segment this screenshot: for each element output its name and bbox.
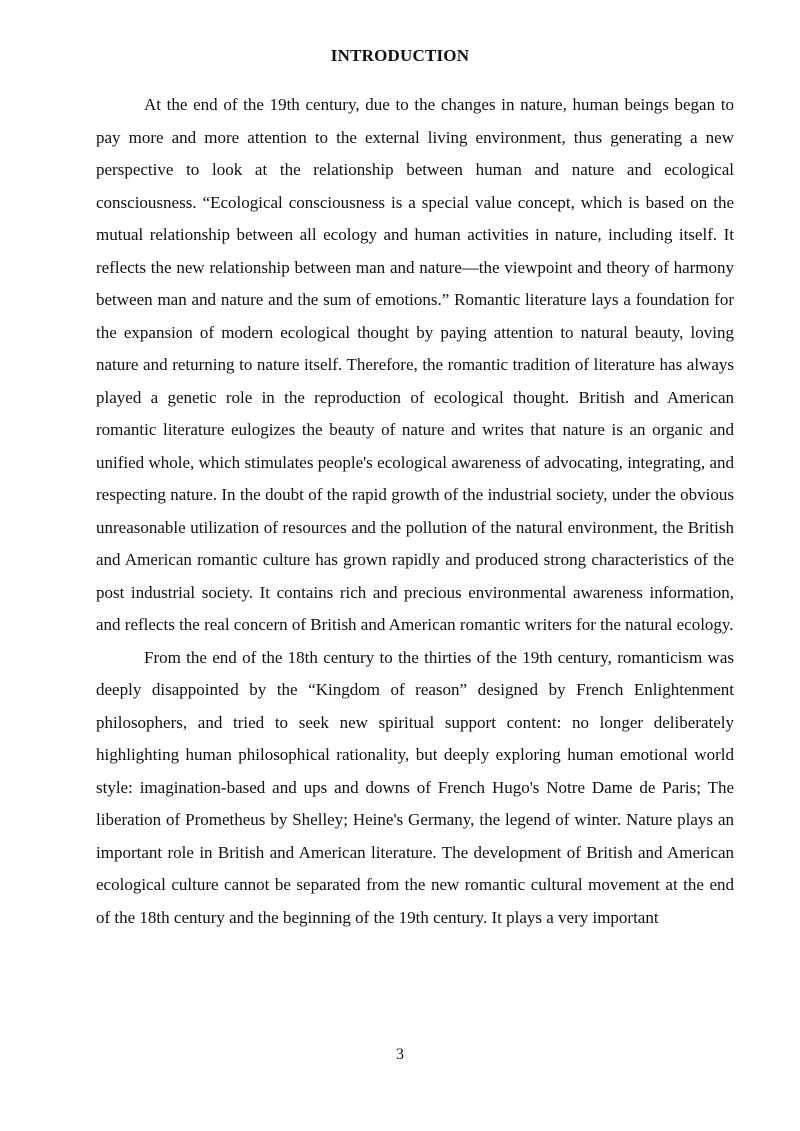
page-number: 3 [396, 1046, 404, 1063]
paragraph-1: At the end of the 19th century, due to the changes in nature, human beings began to pay more and more attention to the external living environment, thus generating a new perspective to look at the relationship between human and nature and ecological consciousness. “Ecological consciousness is a special value concept, which is based on the mutual relationship between all ecology and human activities in nature, including itself. It reflects the new relationship between man and nature—the viewpoint and theory of harmony between man and nature and the sum of emotions.” Romantic literature lays a foundation for the expansion of modern ecological thought by paying attention to natural beauty, loving nature and returning to nature itself. Therefore, the romantic tradition of literature has always played a genetic role in the reproduction of ecological thought. British and American romantic literature eulogizes the beauty of nature and writes that nature is an organic and unified whole, which stimulates people's ecological awareness of advocating, integrating, and respecting nature. In the doubt of the rapid growth of the industrial society, under the obvious unreasonable utilization of resources and the pollution of the natural environment, the British and American romantic culture has grown rapidly and produced strong characteristics of the post industrial society. It contains rich and precious environmental awareness information, and reflects the real concern of British and American romantic writers for the natural ecology. [96, 95, 734, 634]
page-title: INTRODUCTION [330, 46, 470, 65]
paragraph-2: From the end of the 18th century to the thirties of the 19th century, romanticism was deeply disappointed by the “Kingdom of reason” designed by French Enlightenment philosophers, and tried to seek new spiritual support content: no longer deliberately highlighting human philosophical rationality, but deeply exploring human emotional world style: imagination-based and ups and downs of French Hugo's Notre Dame de Paris; The liberation of Prometheus by Shelley; Heine's Germany, the legend of winter. Nature plays an important role in British and American literature. The development of British and American ecological culture cannot be separated from the new romantic cultural movement at the end of the 18th century and the beginning of the 19th century. It plays a very important [96, 647, 734, 927]
body-text [96, 89, 734, 934]
